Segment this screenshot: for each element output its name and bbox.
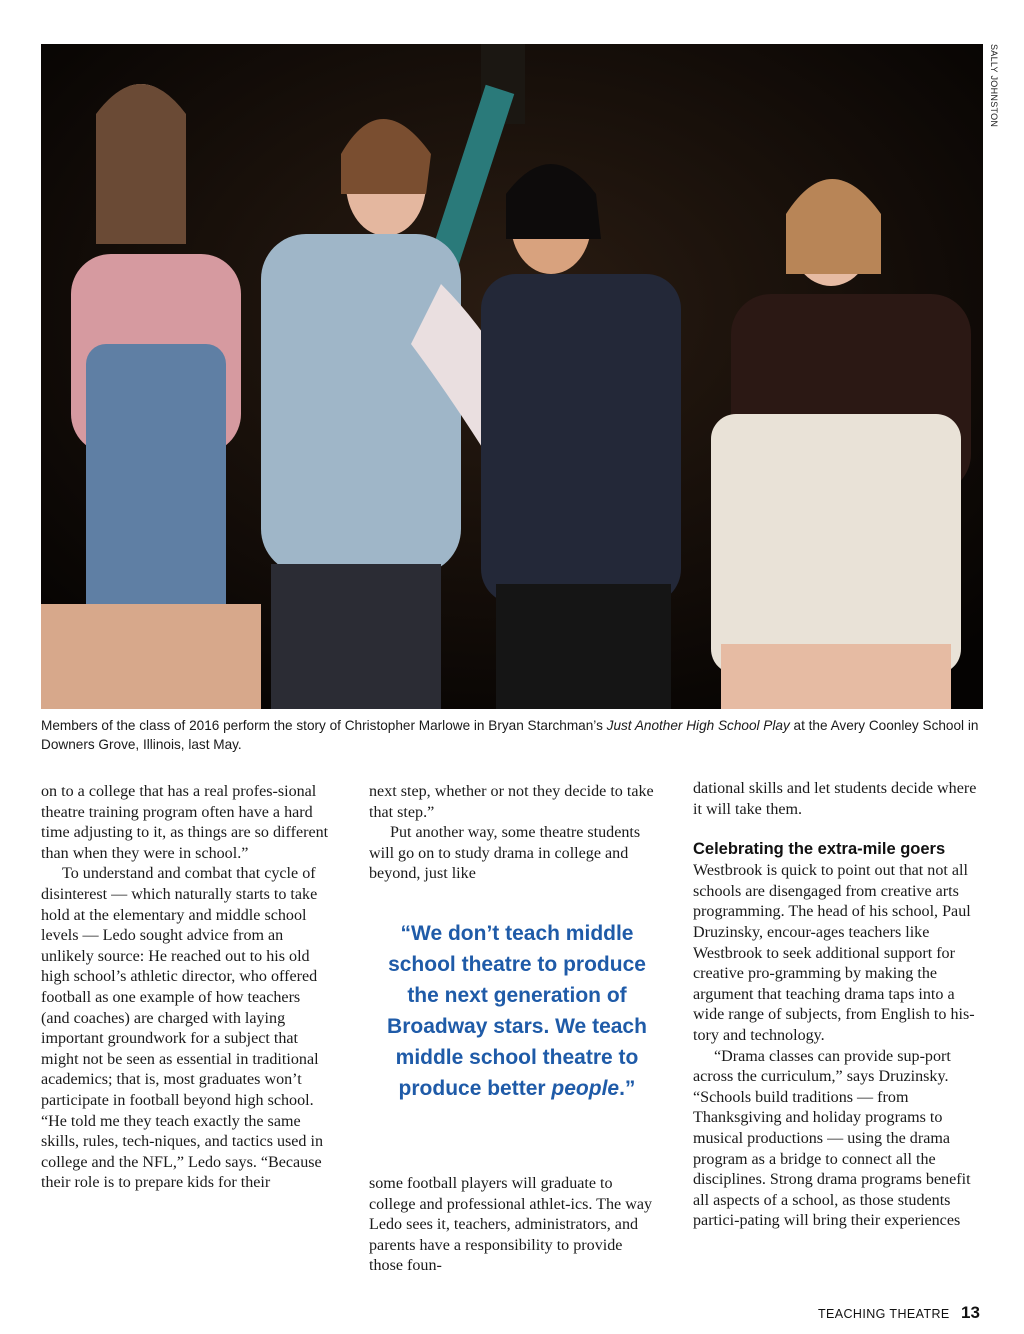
article-column-2-top bbox=[369, 782, 659, 885]
column-2-paragraph-3: some football players will graduate to college and professional athlet-ics. The way Ledo sees it, teachers, administrators, and parents have a responsibility to provide those foun- bbox=[369, 1175, 653, 1275]
photo-caption bbox=[41, 716, 983, 754]
page-number: 13 bbox=[961, 1303, 980, 1322]
caption-text-start: Members of the class of 2016 perform the story of Christopher Marlowe in Bryan Starchman’s bbox=[41, 718, 607, 733]
caption-play-title: Just Another High School Play bbox=[606, 718, 790, 733]
column-3-paragraph-2: Westbrook is quick to point out that not all schools are disengaged from creative arts programming. The head of his school, Paul Druzinsky, encour-ages teachers like Westbrook to seek additional support for creative pro-gramming by making the argument that teaching drama taps into a wide range of subjects, from English to his-tory and technology. bbox=[693, 862, 975, 1044]
publication-name: TEACHING THEATRE bbox=[818, 1307, 950, 1321]
article-column-2-bottom bbox=[369, 1174, 659, 1277]
pull-quote bbox=[372, 918, 662, 1104]
column-1-paragraph-1: on to a college that has a real profes-sional theatre training program often have a hard time adjusting to it, as things are so different than when they were in school.” bbox=[41, 783, 329, 862]
column-3-paragraph-3: “Drama classes can provide sup-port across the curriculum,” says Druzinsky. “Schools build traditions — from Thanksgiving and holiday programs to musical productions — using the drama program as a bridge to connect all the disciplines. Strong drama programs benefit all aspects of a school, as those students partici-pating will bring their experiences bbox=[693, 1047, 971, 1230]
stage-photo-illustration bbox=[41, 44, 983, 709]
pull-quote-text: “We don’t teach middle school theatre to produce the next generation of Broadway stars. We teach middle school theatre to produce better bbox=[387, 922, 647, 1100]
column-2-paragraph-1: next step, whether or not they decide to take that step.” bbox=[369, 783, 654, 821]
pull-quote-end: .” bbox=[619, 1077, 636, 1100]
article-column-1 bbox=[41, 782, 331, 1194]
section-subhead: Celebrating the extra-mile goers bbox=[693, 840, 946, 859]
column-3-paragraph-1: dational skills and let students decide where it will take them. bbox=[693, 780, 977, 818]
column-2-paragraph-2: Put another way, some theatre students will go on to study drama in college and beyond, just like bbox=[369, 824, 641, 883]
caption-text-end: at the Avery Coonley School in Downers Grove, Illinois, last May. bbox=[41, 718, 979, 752]
pull-quote-emphasis: people bbox=[551, 1077, 620, 1100]
stage-photo bbox=[41, 44, 983, 709]
column-1-paragraph-2: To understand and combat that cycle of disinterest — which naturally starts to take hold at the elementary and middle school levels — Ledo sought advice from an unlikely source: He reached out to his old high school’s athletic director, who offered football as one example of how teachers (and coaches) are charged with laying important groundwork for a subject that might not be seen as essential in traditional academics; that is, most graduates won’t participate in football beyond high school. “He told me they teach exactly the same skills, rules, tech-niques, and tactics used in college and the NFL,” Ledo says. “Because their role is to prepare kids for their bbox=[41, 865, 324, 1192]
article-column-3 bbox=[693, 779, 985, 1232]
photo-credit: SALLY JOHNSTON bbox=[989, 44, 999, 128]
